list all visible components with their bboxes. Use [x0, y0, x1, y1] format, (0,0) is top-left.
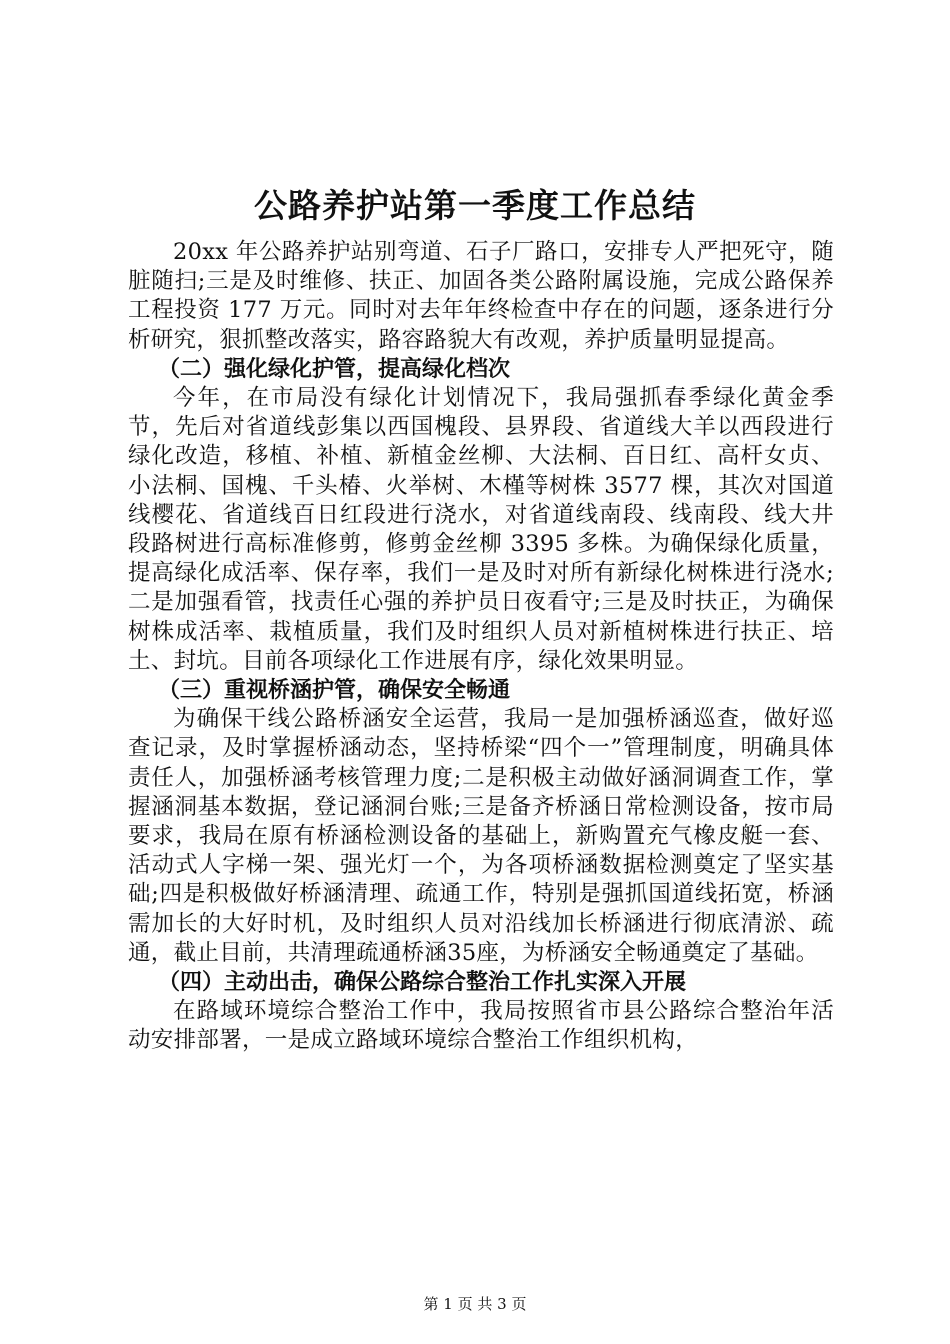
- section-heading-bridges: （三）重视桥涵护管，确保安全畅通: [158, 678, 511, 704]
- page-number-footer: 第 1 页 共 3 页: [423, 1295, 527, 1313]
- section-heading-greening: （二）强化绿化护管，提高绿化档次: [158, 356, 511, 382]
- paragraph-rectification: 在路域环境综合整治工作中，我局按照省市县公路综合整治年活动安排部署，一是成立路域环境综合整治工作组织机构，: [128, 998, 834, 1054]
- paragraph-intro: 20xx 年公路养护站别弯道、石子厂路口，安排专人严把死守，随脏随扫;三是及时维修、扶正、加固各类公路附属设施，完成公路保养工程投资 177 万元。同时对去年年终检查中存在的问题，逐条进行分析研究，狠抓整改落实，路容路貌大有改观，养护质量明显提高。: [128, 239, 834, 353]
- paragraph-greening: 今年，在市局没有绿化计划情况下，我局强抓春季绿化黄金季节，先后对省道线彭集以西国槐段、县界段、省道线大羊以西段进行绿化改造，移植、补植、新植金丝柳、大法桐、百日红、高杆女贞、小法桐、国槐、千头椿、火举树、木槿等树株 3577 棵，其次对国道线樱花、省道线百日红段进行浇水，对省道线南段、线南段、线大井段路树进行高标准修剪，修剪金丝柳 3395 多株。为确保绿化质量，提高绿化成活率、保存率，我们一是及时对所有新绿化树株进行浇水;二是加强看管，找责任心强的养护员日夜看守;三是及时扶正，为确保树株成活率、栽植质量，我们及时组织人员对新植树株进行扶正、培土、封坑。目前各项绿化工作进展有序，绿化效果明显。: [128, 385, 834, 674]
- section-heading-rectification: （四）主动出击，确保公路综合整治工作扎实深入开展: [158, 970, 687, 996]
- document-body: [128, 238, 834, 1056]
- paragraph-bridges: 为确保干线公路桥涵安全运营，我局一是加强桥涵巡查，做好巡查记录，及时掌握桥涵动态，坚持桥梁“四个一”管理制度，明确具体责任人，加强桥涵考核管理力度;二是积极主动做好涵洞调查工作，掌握涵洞基本数据，登记涵洞台账;三是备齐桥涵日常检测设备，按市局要求，我局在原有桥涵检测设备的基础上，新购置充气橡皮艇一套、活动式人字梯一架、强光灯一个，为各项桥涵数据检测奠定了坚实基础;四是积极做好桥涵清理、疏通工作，特别是强抓国道线拓宽，桥涵需加长的大好时机，及时组织人员对沿线加长桥涵进行彻底清淤、疏通，截止目前，共清理疏通桥涵35座，为桥涵安全畅通奠定了基础。: [128, 706, 834, 966]
- document-title: 公路养护站第一季度工作总结: [254, 186, 696, 225]
